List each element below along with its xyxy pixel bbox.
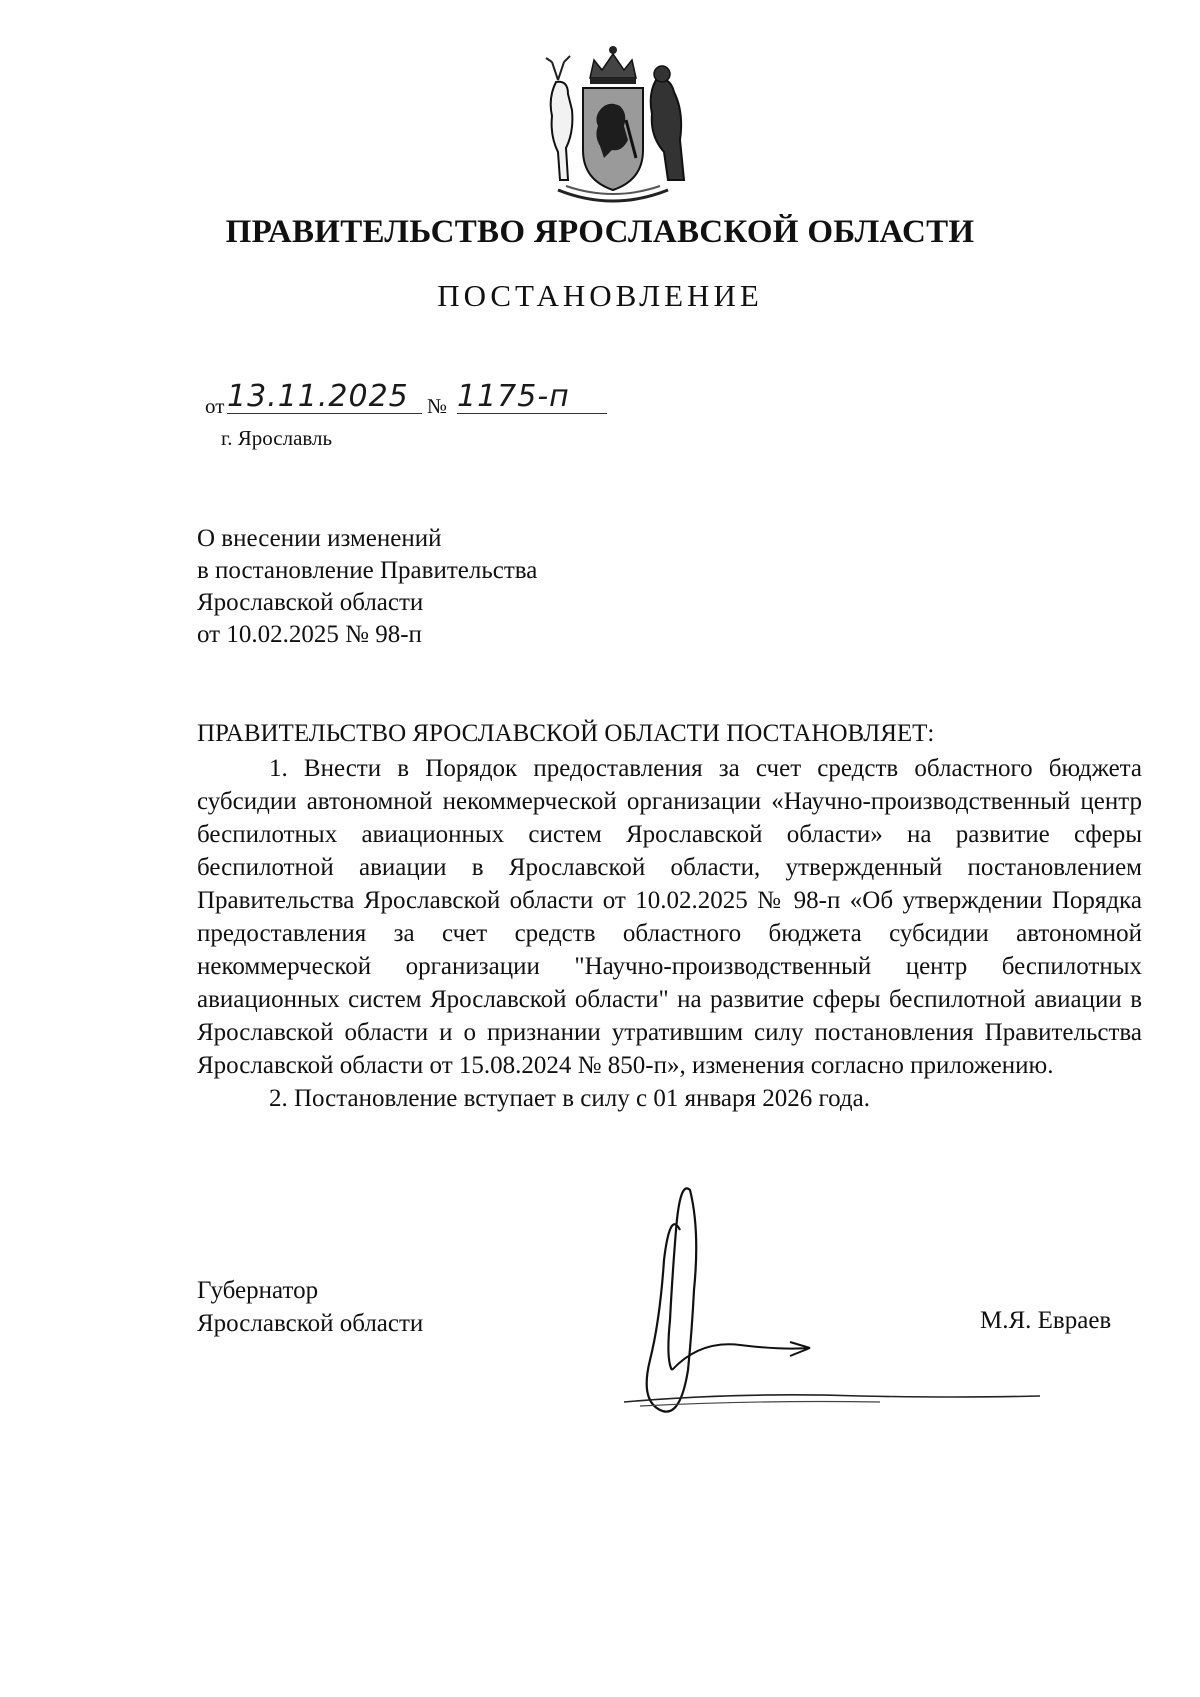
resolution-preamble: ПРАВИТЕЛЬСТВО ЯРОСЛАВСКОЙ ОБЛАСТИ ПОСТАНОВЛЯЕТ:	[197, 720, 935, 747]
number-label: №	[427, 394, 448, 418]
subject-line: от 10.02.2025 № 98-п	[197, 621, 422, 648]
organization-title: ПРАВИТЕЛЬСТВО ЯРОСЛАВСКОЙ ОБЛАСТИ	[225, 214, 975, 250]
document-date-field: 13.11.2025	[227, 379, 422, 414]
body-paragraph: 2. Постановление вступает в силу с 01 января 2026 года.	[269, 1085, 871, 1112]
document-subject	[197, 523, 537, 651]
date-label: от	[205, 394, 225, 418]
resolution-body	[197, 752, 1142, 1115]
subject-line: О внесении изменений	[197, 525, 442, 552]
signatory-position-line: Ярославской области	[197, 1310, 424, 1337]
signatory-position	[197, 1274, 423, 1340]
city-label: г. Ярославль	[221, 426, 333, 450]
subject-line: в постановление Правительства	[197, 557, 538, 584]
subject-line: Ярославской области	[197, 589, 424, 616]
handwritten-signature-icon	[620, 1170, 1060, 1420]
document-number-field: 1175-п	[457, 379, 607, 414]
coat-of-arms-icon	[538, 40, 688, 210]
document-type-heading: ПОСТАНОВЛЕНИЕ	[437, 278, 763, 313]
signatory-position-line: Губернатор	[197, 1277, 319, 1304]
signatory-name: М.Я. Евраев	[980, 1307, 1112, 1334]
body-paragraph: 1. Внести в Порядок предоставления за счет средств областного бюджета субсидии автономной некоммерческой организации «Научно-производственный центр беспилотных авиационных систем Ярославской области» на развитие сферы беспилотной авиации в Ярославской области, утвержденный постановлением Правительства Ярославской области от 10.02.2025 № 98-п «Об утверждении Порядка предоставления за счет средств областного бюджета субсидии автономной некоммерческой организации "Научно-производственный центр беспилотных авиационных систем Ярославской области" на развитие сферы беспилотной авиации в Ярославской области и о признании утратившим силу постановления Правительства Ярославской области от 15.08.2024 № 850-п», изменения согласно приложению.	[197, 755, 1142, 1079]
